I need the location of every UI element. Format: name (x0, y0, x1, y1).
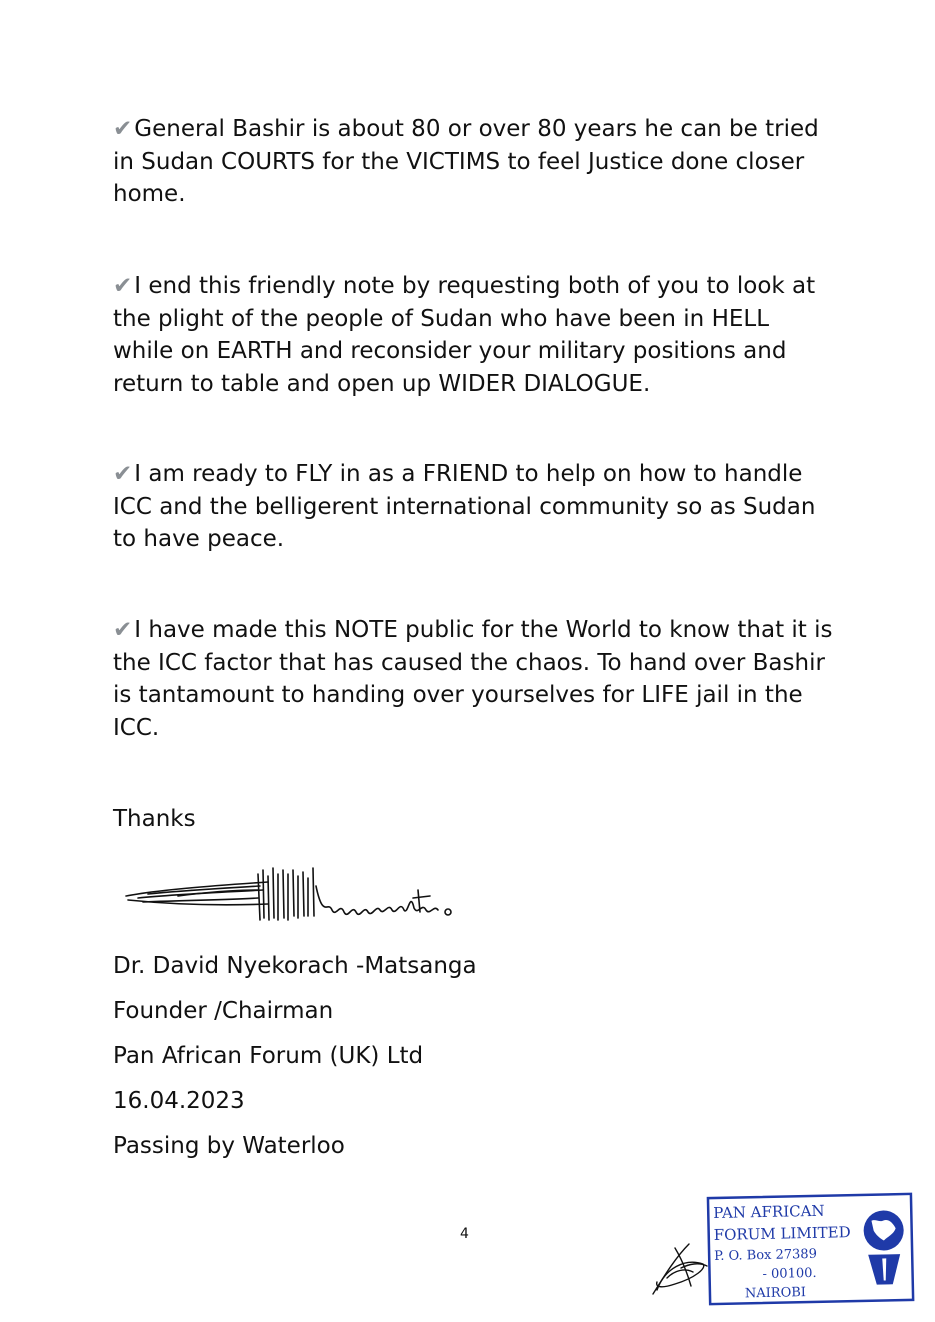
closing-text: Thanks (113, 806, 196, 832)
signatory-name: Dr. David Nyekorach -Matsanga (113, 953, 477, 979)
signatory-location: Passing by Waterloo (113, 1133, 345, 1159)
signatory-date: 16.04.2023 (113, 1088, 245, 1114)
paragraph-note-public (113, 614, 833, 744)
stamp-line-5: NAIROBI (744, 1285, 807, 1302)
globe-icon (863, 1210, 905, 1285)
paragraph-bashir-trial (113, 113, 833, 211)
paragraph-text: I have made this NOTE public for the World to know that it is the ICC factor that has caused the chaos. To hand over Bashir is tantamount to handing over yourselves for LIFE jail in the ICC. (113, 617, 833, 741)
stamp-line-1: PAN AFRICAN (713, 1201, 825, 1223)
paragraph-text: I end this friendly note by requesting both of you to look at the plight of the people of Sudan who have been in HELL while on EARTH and reconsider your military positions and return to table and open up WIDER DIALOGUE. (113, 273, 816, 397)
signature-image (118, 860, 478, 930)
signatory-title: Founder /Chairman (113, 998, 334, 1024)
checkmark-icon: ✔ (113, 116, 133, 142)
company-stamp (704, 1186, 919, 1308)
paragraph-ready-to-fly (113, 458, 833, 556)
checkmark-icon: ✔ (113, 273, 133, 299)
checkmark-icon: ✔ (113, 617, 133, 643)
stamp-line-2: FORUM LIMITED (713, 1223, 851, 1245)
paragraph-friendly-note (113, 270, 833, 400)
checkmark-icon: ✔ (113, 461, 133, 487)
page-number: 4 (460, 1226, 469, 1242)
paragraph-text: I am ready to FLY in as a FRIEND to help on how to handle ICC and the belligerent international community so as Sudan to have peace. (113, 461, 816, 552)
signatory-organization: Pan African Forum (UK) Ltd (113, 1043, 424, 1069)
paragraph-text: General Bashir is about 80 or over 80 years he can be tried in Sudan COURTS for the VICTIMS to feel Justice done closer home. (113, 116, 819, 207)
stamp-line-4: - 00100. (762, 1265, 817, 1283)
stamp-line-3: P. O. Box 27389 (714, 1246, 818, 1265)
